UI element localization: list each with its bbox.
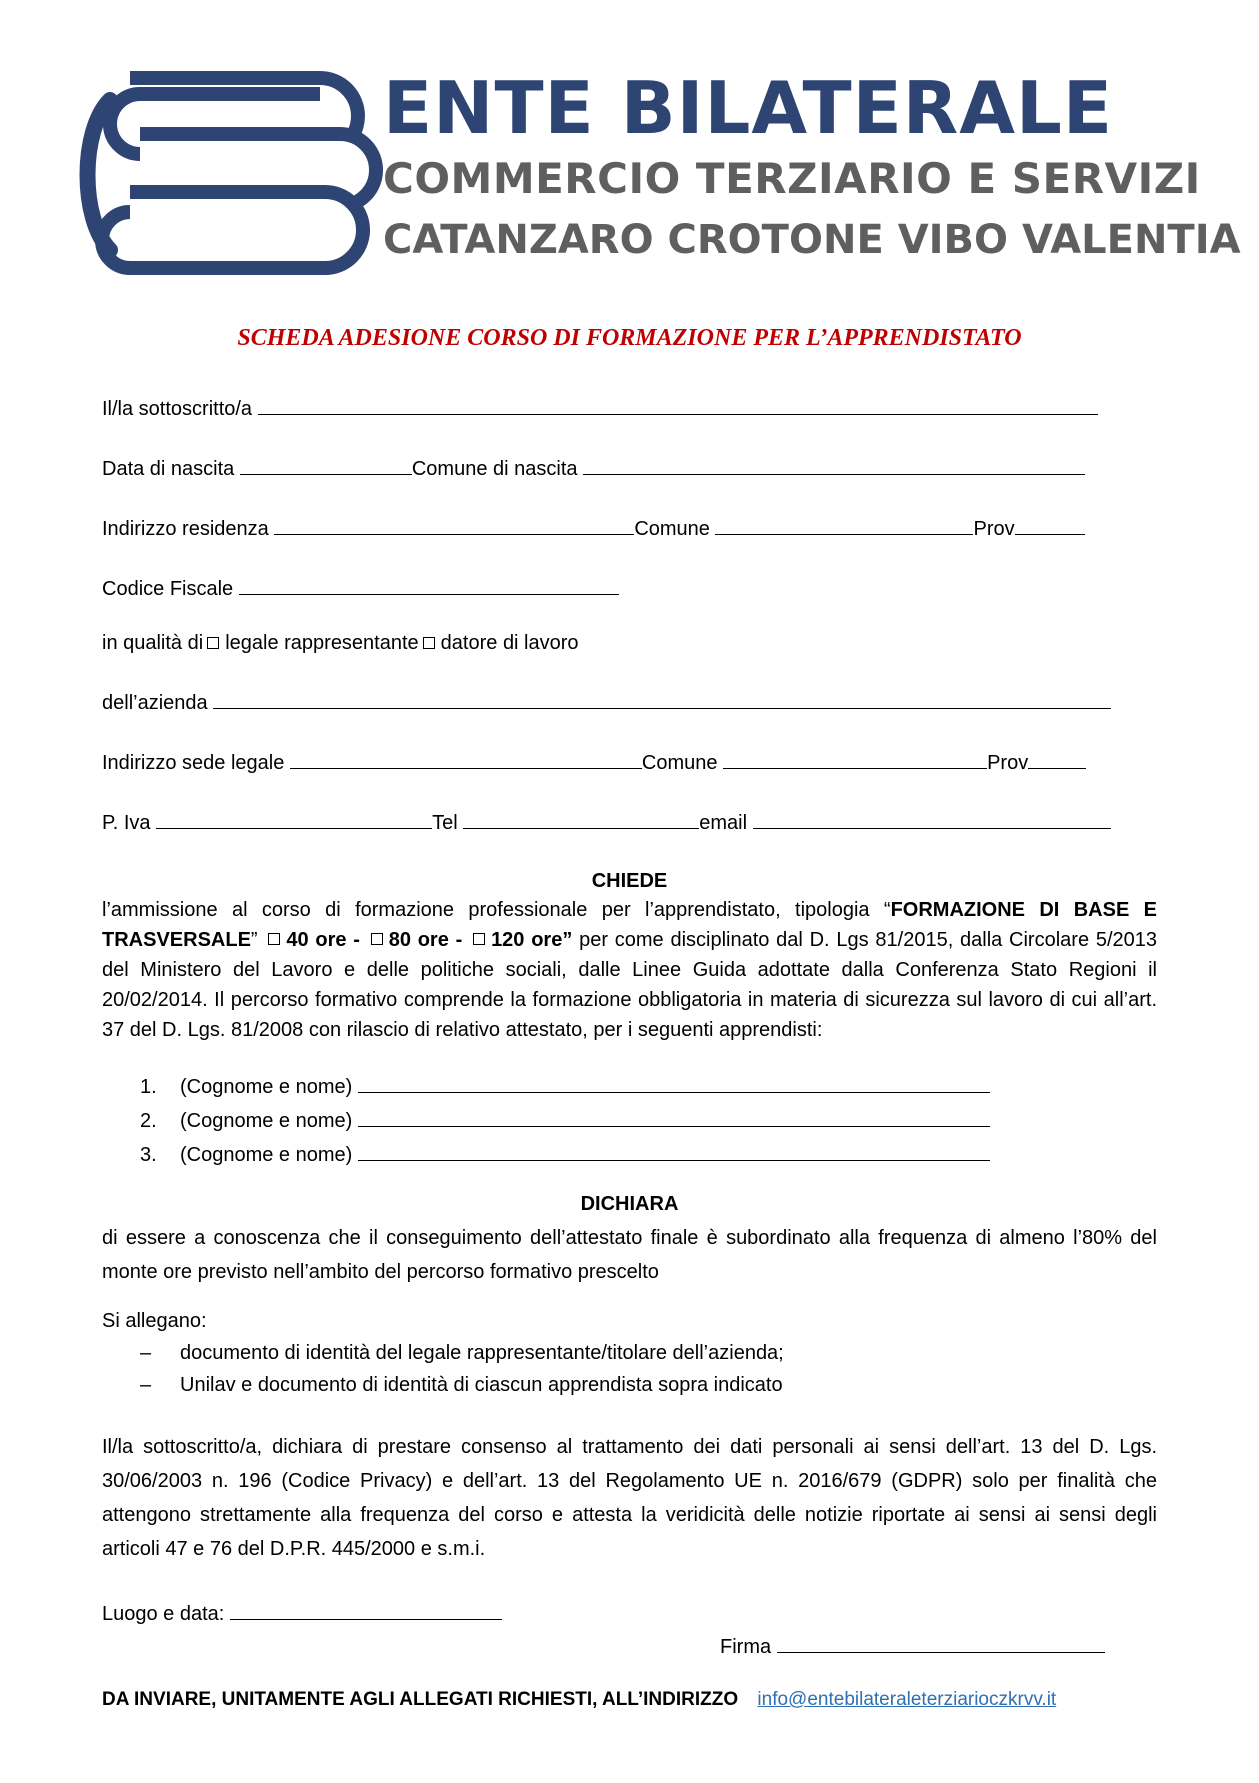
row-residenza xyxy=(102,512,1085,541)
comune-sede-field[interactable] xyxy=(723,746,987,769)
legale-checkbox[interactable] xyxy=(207,637,219,649)
firma-field[interactable] xyxy=(777,1630,1105,1653)
apprendista-row xyxy=(140,1104,990,1133)
apprendista-number: 3. xyxy=(140,1144,157,1166)
email-label: email xyxy=(699,812,748,834)
allegato-item xyxy=(140,1374,783,1397)
indirizzo-residenza-field[interactable] xyxy=(274,512,634,535)
ore-120-checkbox[interactable] xyxy=(473,933,485,945)
footer-label: DA INVIARE, UNITAMENTE AGLI ALLEGATI RICHIESTI, ALL’INDIRIZZO xyxy=(102,1689,739,1710)
data-nascita-field[interactable] xyxy=(240,452,412,475)
prov-residenza-field[interactable] xyxy=(1015,512,1085,535)
chiede-text-3: per come disciplinato dal D. Lgs 81/2015, dalla Circolare 5/2013 del Ministero del Lavoro e delle politiche sociali, dalle Linee Guida adottate dalla Conferenza Stato Regioni il 20/02/2014. Il percorso formativo comprende la formazione obbligatoria in materia di sicurezza sul lavoro di cui all’art. 37 del D. Lgs. 81/2008 con rilascio di relativo attestato, per i seguenti apprendisti: xyxy=(102,929,1158,1041)
ore-40-label: 40 ore - xyxy=(286,929,360,951)
datore-checkbox[interactable] xyxy=(423,637,435,649)
luogo-data-label: Luogo e data: xyxy=(102,1603,225,1625)
dash-bullet: – xyxy=(140,1342,152,1364)
footer-instruction xyxy=(102,1689,1056,1711)
apprendista-number: 2. xyxy=(140,1110,157,1132)
chiede-bold-tipologia: FORMAZIONE DI BASE E TRASVERSALE xyxy=(102,899,1158,951)
qualita-label: in qualità di xyxy=(102,632,204,654)
apprendista-field[interactable] xyxy=(358,1104,990,1127)
apprendista-label: (Cognome e nome) xyxy=(180,1144,353,1166)
azienda-label: dell’azienda xyxy=(102,692,208,714)
tel-label: Tel xyxy=(432,812,458,834)
chiede-text-2: ” xyxy=(250,929,265,951)
allegato-item xyxy=(140,1342,784,1365)
codice-fiscale-field[interactable] xyxy=(239,572,619,595)
legale-label: legale rappresentante xyxy=(225,632,419,654)
email-field[interactable] xyxy=(753,806,1111,829)
comune-label: Comune xyxy=(634,518,710,540)
apprendista-row xyxy=(140,1070,990,1099)
row-azienda xyxy=(102,686,1111,715)
sede-legale-label: Indirizzo sede legale xyxy=(102,752,285,774)
ore-80-label: 80 ore - xyxy=(388,929,463,951)
row-contatti xyxy=(102,806,1111,835)
row-nascita xyxy=(102,452,1085,481)
sottoscritto-field[interactable] xyxy=(258,392,1098,415)
brand-subtitle: COMMERCIO TERZIARIO E SERVIZI xyxy=(383,154,1201,203)
prov-label: Prov xyxy=(973,518,1015,540)
comune-nascita-field[interactable] xyxy=(583,452,1085,475)
privacy-paragraph: Il/la sottoscritto/a, dichiara di prestare consenso al trattamento dei dati personali ai sensi dell’art. 13 del D. Lgs. 30/06/2003 n. 196 (Codice Privacy) e dell’art. 13 del Regolamento UE n. 2016/679 (GDPR) solo per finalità che attengono strettamente alla frequenza del corso e attesta la veridicità delle notizie riportate ai sensi ai sensi degli articoli 47 e 76 del D.P.R. 445/2000 e s.m.i. xyxy=(102,1436,1157,1560)
data-nascita-label: Data di nascita xyxy=(102,458,235,480)
apprendista-field[interactable] xyxy=(358,1070,990,1093)
row-sede-legale xyxy=(102,746,1086,775)
apprendista-label: (Cognome e nome) xyxy=(180,1110,353,1132)
comune-nascita-label: Comune di nascita xyxy=(411,458,578,480)
dash-bullet: – xyxy=(140,1374,152,1396)
brand-title: ENTE BILATERALE xyxy=(383,66,1114,150)
piva-field[interactable] xyxy=(156,806,432,829)
chiede-text-1: l’ammissione al corso di formazione professionale per l’apprendistato, tipologia “ xyxy=(102,899,891,921)
piva-label: P. Iva xyxy=(102,812,151,834)
apprendista-label: (Cognome e nome) xyxy=(180,1076,353,1098)
azienda-field[interactable] xyxy=(213,686,1111,709)
comune-residenza-field[interactable] xyxy=(715,512,973,535)
luogo-data-field[interactable] xyxy=(230,1597,502,1620)
chiede-heading: CHIEDE xyxy=(591,870,668,892)
ore-80-checkbox[interactable] xyxy=(371,933,383,945)
document-title: SCHEDA ADESIONE CORSO DI FORMAZIONE PER L’APPRENDISTATO xyxy=(237,325,1022,351)
brand-locations: CATANZARO CROTONE VIBO VALENTIA xyxy=(383,217,1241,263)
allegato-text: Unilav e documento di identità di ciascun apprendista sopra indicato xyxy=(180,1374,783,1396)
row-sottoscritto xyxy=(102,392,1098,421)
prov-sede-field[interactable] xyxy=(1028,746,1086,769)
firma-label: Firma xyxy=(720,1636,772,1658)
comune-sede-label: Comune xyxy=(641,752,718,774)
ore-120-label: 120 ore” xyxy=(491,929,573,951)
dichiara-heading: DICHIARA xyxy=(580,1193,679,1215)
indirizzo-residenza-label: Indirizzo residenza xyxy=(102,518,269,540)
chiede-paragraph xyxy=(102,895,1157,1045)
apprendista-number: 1. xyxy=(140,1076,157,1098)
datore-label: datore di lavoro xyxy=(440,632,579,654)
sottoscritto-label: Il/la sottoscritto/a xyxy=(102,398,253,420)
row-codice-fiscale xyxy=(102,572,619,601)
codice-fiscale-label: Codice Fiscale xyxy=(102,578,234,600)
ente-bilaterale-logo-icon xyxy=(70,70,390,275)
allegati-heading: Si allegano: xyxy=(102,1310,207,1332)
sede-legale-field[interactable] xyxy=(290,746,642,769)
ore-40-checkbox[interactable] xyxy=(268,933,280,945)
prov-sede-label: Prov xyxy=(987,752,1029,774)
tel-field[interactable] xyxy=(463,806,699,829)
row-qualita xyxy=(102,632,579,655)
apprendista-field[interactable] xyxy=(358,1138,990,1161)
row-firma xyxy=(720,1630,1105,1659)
row-luogo-data xyxy=(102,1597,502,1626)
dichiara-paragraph: di essere a conoscenza che il conseguimento dell’attestato finale è subordinato alla frequenza di almeno l’80% del monte ore previsto nell’ambito del percorso formativo prescelto xyxy=(102,1227,1157,1283)
apprendista-row xyxy=(140,1138,990,1167)
allegato-text: documento di identità del legale rappresentante/titolare dell’azienda; xyxy=(180,1342,784,1364)
footer-email-link[interactable]: info@entebilateraleterziarioczkrvv.it xyxy=(757,1689,1057,1710)
